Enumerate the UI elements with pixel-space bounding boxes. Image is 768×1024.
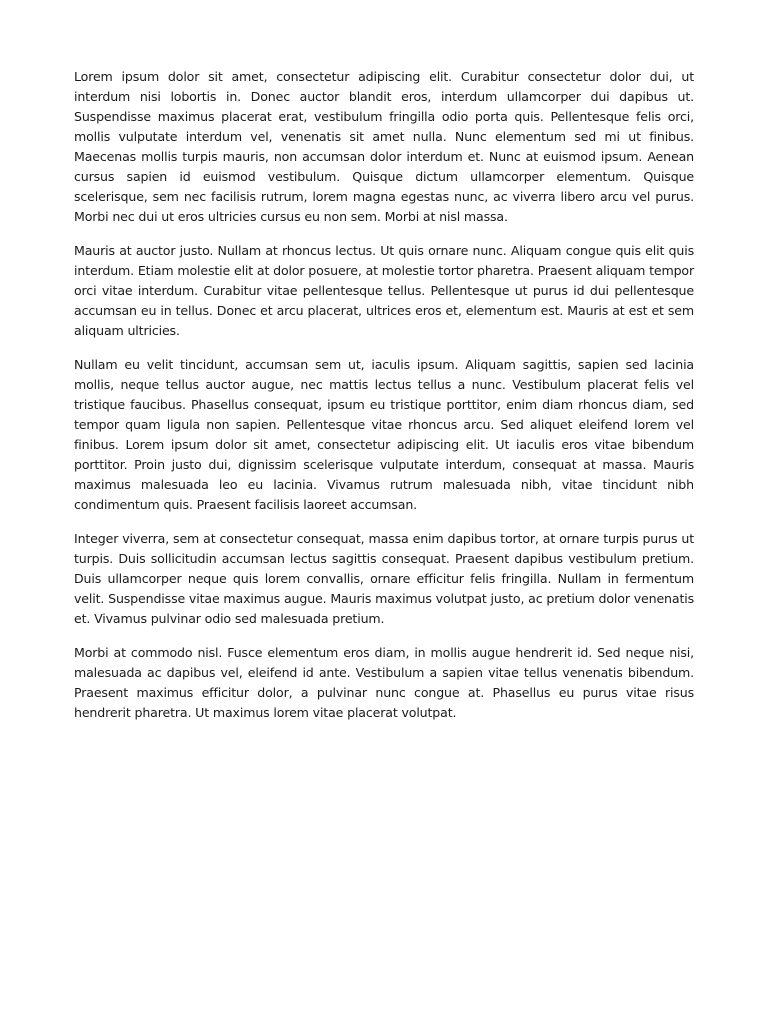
paragraph-5: Morbi at commodo nisl. Fusce elementum eros diam, in mollis augue hendrerit id. Sed neque nisi, malesuada ac dapibus vel, eleifend id ante. Vestibulum a sapien vitae tellus venenatis bibendum. Praesent maximus efficitur dolor, a pulvinar nunc congue at. Phasellus eu purus vitae risus hendrerit pharetra. Ut maximus lorem vitae placerat volutpat. [74, 645, 694, 720]
paragraph-4: Integer viverra, sem at consectetur consequat, massa enim dapibus tortor, at ornare turpis purus ut turpis. Duis sollicitudin accumsan lectus sagittis consequat. Praesent dapibus vestibulum pretium. Duis ullamcorper neque quis lorem convallis, ornare efficitur felis fringilla. Nullam in fermentum velit. Suspendisse vitae maximus augue. Mauris maximus volutpat justo, ac pretium dolor venenatis et. Vivamus pulvinar odio sed malesuada pretium. [74, 531, 694, 626]
paragraph-3: Nullam eu velit tincidunt, accumsan sem ut, iaculis ipsum. Aliquam sagittis, sapien sed lacinia mollis, neque tellus auctor augue, nec mattis lectus tellus a nunc. Vestibulum placerat felis vel tristique faucibus. Phasellus consequat, ipsum eu tristique porttitor, enim diam rhoncus diam, sed tempor quam ligula non sapien. Pellentesque vitae rhoncus arcu. Sed aliquet eleifend lorem vel finibus. Lorem ipsum dolor sit amet, consectetur adipiscing elit. Ut iaculis eros vitae bibendum porttitor. Proin justo dui, dignissim scelerisque vulputate interdum, consequat at massa. Mauris maximus malesuada leo eu lacinia. Vivamus rutrum malesuada nibh, vitae tincidunt nibh condimentum quis. Praesent facilisis laoreet accumsan. [74, 357, 694, 512]
paragraph-1: Lorem ipsum dolor sit amet, consectetur adipiscing elit. Curabitur consectetur dolor dui, ut interdum nisi lobortis in. Donec auctor blandit eros, interdum ullamcorper dui dapibus ut. Suspendisse maximus placerat erat, vestibulum fringilla odio porta quis. Pellentesque felis orci, mollis vulputate interdum vel, venenatis sit amet nulla. Nunc elementum sed mi ut finibus. Maecenas mollis turpis mauris, non accumsan dolor interdum et. Nunc at euismod ipsum. Aenean cursus sapien id euismod vestibulum. Quisque dictum ullamcorper elementum. Quisque scelerisque, sem nec facilisis rutrum, lorem magna egestas nunc, ac viverra libero arcu vel purus. Morbi nec dui ut eros ultricies cursus eu non sem. Morbi at nisl massa. [74, 69, 694, 224]
body-text [74, 67, 694, 737]
paragraph-2: Mauris at auctor justo. Nullam at rhoncus lectus. Ut quis ornare nunc. Aliquam congue quis elit quis interdum. Etiam molestie elit at dolor posuere, at molestie tortor pharetra. Praesent aliquam tempor orci vitae interdum. Curabitur vitae pellentesque tellus. Pellentesque ut purus id dui pellentesque accumsan eu in tellus. Donec et arcu placerat, ultrices eros et, elementum est. Mauris at est et sem aliquam ultricies. [74, 243, 695, 338]
